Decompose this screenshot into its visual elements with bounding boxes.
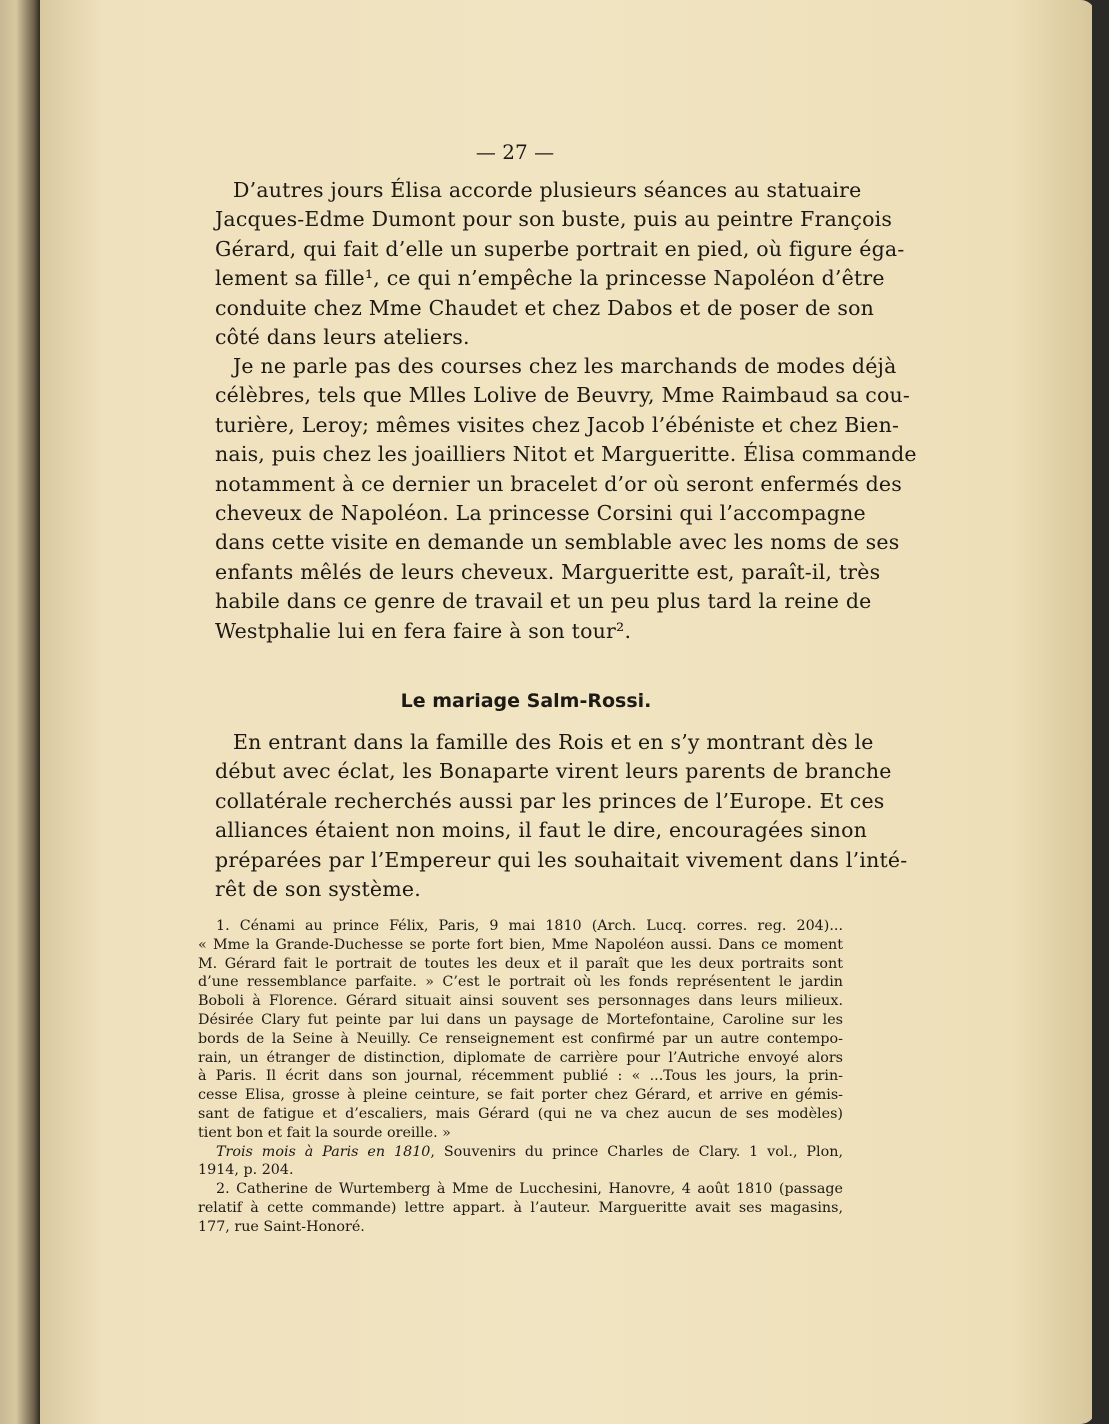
footnote-1-line: cesse Elisa, grosse à pleine ceinture, se fait porter chez Gérard, et arrive en gémis- [198, 1087, 843, 1104]
source-title: Trois mois à Paris en 1810 [216, 1143, 431, 1160]
footnote-1-line: d’une ressemblance parfaite. » C’est le portrait où les fonds représentent le jardin [198, 974, 843, 991]
text-line: Jacques-Edme Dumont pour son buste, puis au peintre François [215, 207, 893, 232]
scan-border [1092, 0, 1109, 1424]
text-line: côté dans leurs ateliers. [215, 324, 470, 349]
footnote-1-source [198, 1143, 843, 1162]
text-line: cheveux de Napoléon. La princesse Corsini qui l’accompagne [215, 500, 866, 525]
text-line: turière, Leroy; mêmes visites chez Jacob l’ébéniste et chez Bien- [215, 412, 900, 437]
footnote-1-line: bords de la Seine à Neuilly. Ce renseignement est confirmé par un autre contempo- [198, 1030, 843, 1047]
footnote-1-line: à Paris. Il écrit dans son journal, récemment publié : « ...Tous les jours, la prin- [198, 1068, 843, 1085]
footnote-1-line: 1. Cénami au prince Félix, Paris, 9 mai 1810 (Arch. Lucq. corres. reg. 204)... [216, 918, 843, 934]
text-line: habile dans ce genre de travail et un peu plus tard la reine de [215, 589, 872, 614]
text-line: Je ne parle pas des courses chez les marchands de modes déjà [233, 354, 897, 378]
page-number: — 27 — [475, 140, 555, 164]
footnote-1-line: Boboli à Florence. Gérard situait ainsi souvent ses personnages dans leurs milieux. [198, 993, 843, 1010]
facing-page-edge [0, 0, 40, 1424]
footnote-1-line: « Mme la Grande-Duchesse se porte fort bien, Mme Napoléon aussi. Dans ce moment [198, 936, 843, 953]
text-line: enfants mêlés de leurs cheveux. Margueritte est, paraît-il, très [215, 559, 881, 584]
footnote-2-line: 177, rue Saint-Honoré. [198, 1218, 365, 1235]
text-line: D’autres jours Élisa accorde plusieurs séances au statuaire [233, 178, 862, 202]
text-line: conduite chez Mme Chaudet et chez Dabos et de poser de son [215, 295, 875, 320]
paragraph-2 [215, 352, 917, 646]
section-heading: Le mariage Salm-Rossi. [400, 690, 652, 712]
text-line: Westphalie lui en fera faire à son tour². [215, 618, 632, 643]
text-line: En entrant dans la famille des Rois et en s’y montrant dès le [233, 730, 874, 754]
text-line: rêt de son système. [215, 876, 421, 901]
text-line: Gérard, qui fait d’elle un superbe portrait en pied, où figure éga- [215, 236, 905, 261]
paragraph-3 [215, 728, 908, 904]
footnote-2-line: relatif à cette commande) lettre appart. à l’auteur. Margueritte avait ses magasins, [198, 1199, 843, 1216]
text-line: notamment à ce dernier un bracelet d’or où seront enfermés des [215, 471, 902, 496]
footnote-1-source-end: 1914, p. 204. [198, 1162, 294, 1179]
footnote-1-line: Désirée Clary fut peinte par lui dans un paysage de Mortefontaine, Caroline sur les [198, 1011, 843, 1028]
footnote-2-line: 2. Catherine de Wurtemberg à Mme de Lucchesini, Hanovre, 4 août 1810 (passage [216, 1181, 843, 1198]
text-line: célèbres, tels que Mlles Lolive de Beuvry, Mme Raimbaud sa cou- [215, 383, 911, 408]
text-line: collatérale recherchés aussi par les princes de l’Europe. Et ces [215, 788, 885, 813]
footnotes [198, 917, 843, 1237]
text-line: préparées par l’Empereur qui les souhaitait vivement dans l’inté- [215, 847, 908, 872]
footnote-1-line: rain, un étranger de distinction, diplomate de carrière pour l’Autriche envoyé alors [198, 1049, 843, 1066]
source-details: , Souvenirs du prince Charles de Clary. 1 vol., Plon, [430, 1143, 843, 1160]
footnote-1-line: sant de fatigue et d’escaliers, mais Gérard (qui ne va chez aucun de ses modèles) [198, 1105, 843, 1122]
text-line: début avec éclat, les Bonaparte virent leurs parents de branche [215, 759, 892, 784]
paragraph-1 [215, 176, 905, 352]
text-line: dans cette visite en demande un semblable avec les noms de ses [215, 530, 900, 555]
footnote-1-line: tient bon et fait la sourde oreille. » [198, 1124, 451, 1141]
footnote-1-line: M. Gérard fait le portrait de toutes les deux et il paraît que les deux portraits sont [198, 955, 843, 972]
text-line: lement sa fille¹, ce qui n’empêche la princesse Napoléon d’être [215, 266, 885, 291]
text-line: alliances étaient non moins, il faut le dire, encouragées sinon [215, 818, 868, 843]
text-line: nais, puis chez les joailliers Nitot et Margueritte. Élisa commande [215, 442, 917, 467]
